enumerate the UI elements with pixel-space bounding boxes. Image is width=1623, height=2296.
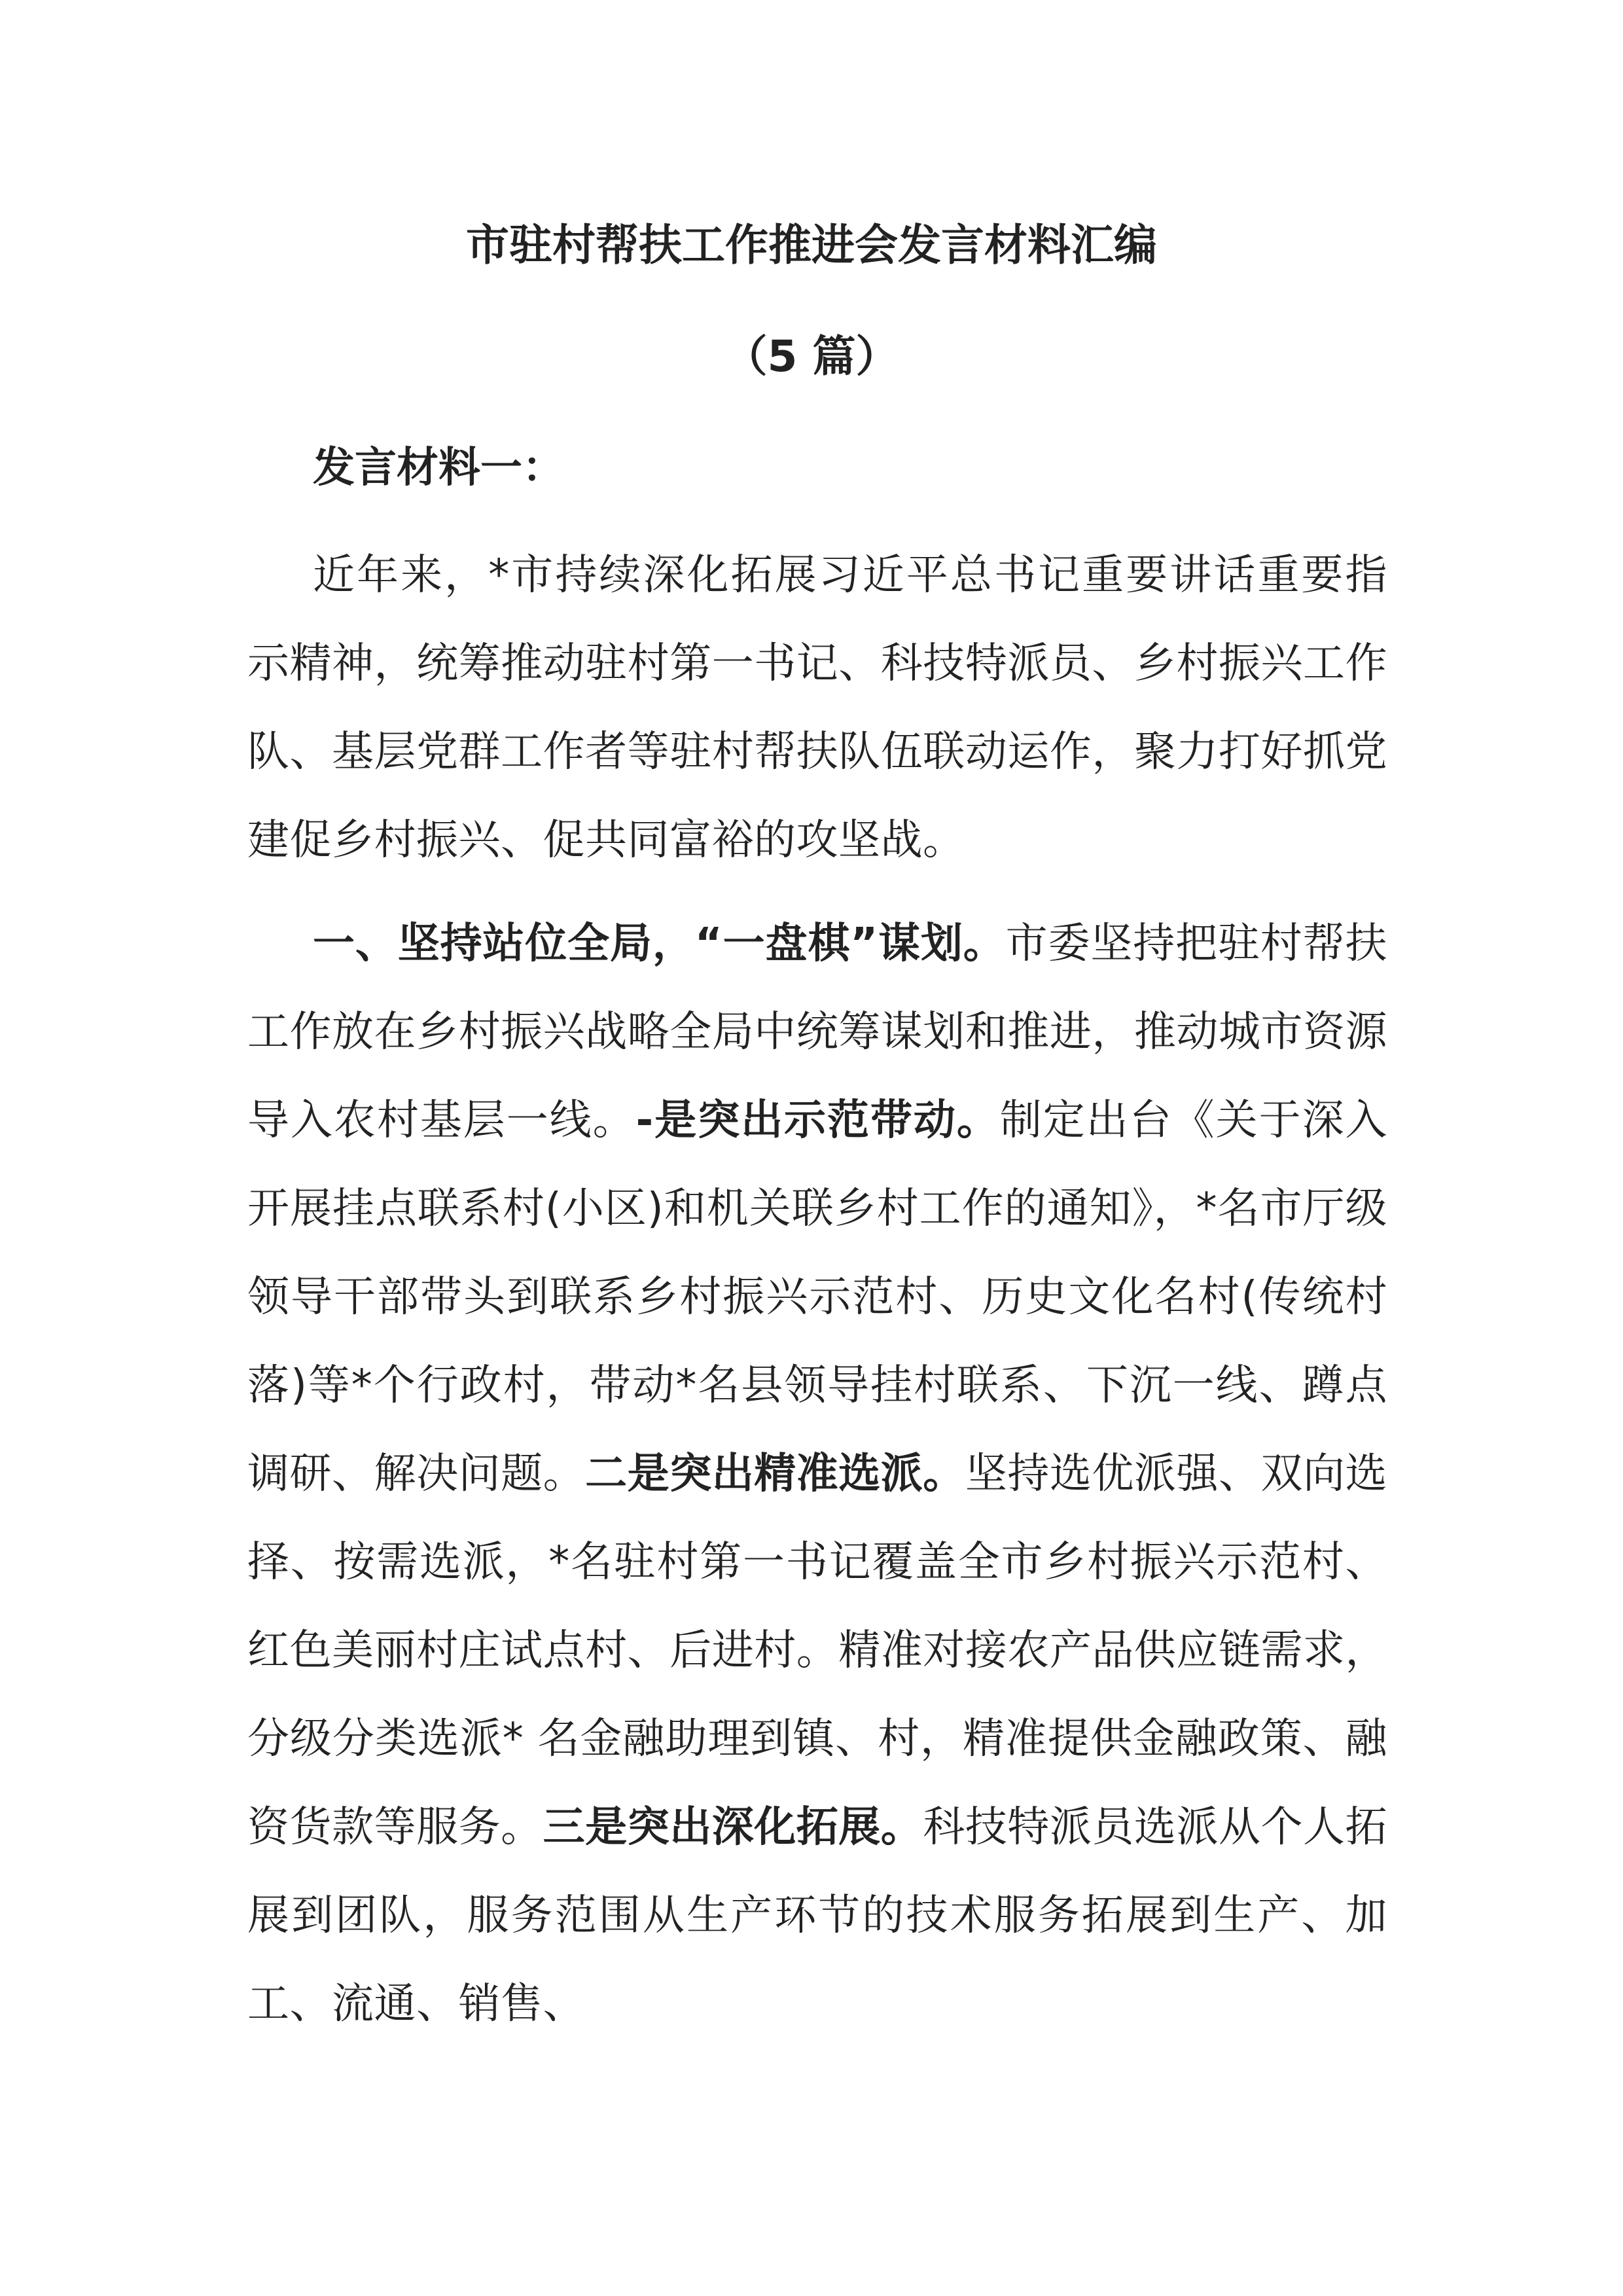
section-heading: 发言材料一： — [313, 444, 564, 492]
point-three-text: 科技特派员选派从个人拓展到团队，服务范围从生产环节的技术服务拓展到生产、加工、流通、销售、 — [247, 1803, 1388, 2028]
point-one-text: 制定出台《关于深入开展挂点联系村(小区)和机关联乡村工作的通知》，*名市厅级领导干部带头到联系乡村振兴示范村、历史文化名村(传统村落)等*个行政村，带动*名县领导挂村联系、下沉一线、蹲点调研、解决问题。 — [247, 1096, 1388, 1498]
point-one-label: -是突出示范带动。 — [635, 1096, 1000, 1145]
paragraph-text: 市委坚持把驻村帮扶工作放在乡村振兴战略全局中统筹谋划和推进，推动城市资源导入农村基层一线。 — [247, 920, 1388, 1145]
paragraph-section-one — [247, 900, 1387, 2049]
document-title: 市驻村帮扶工作推进会发言材料汇编 — [466, 220, 1157, 270]
point-three-label: 三是突出深化拓展。 — [543, 1803, 923, 1852]
paragraph-intro: 近年来，*市持续深化拓展习近平总书记重要讲话重要指示精神，统筹推动驻村第一书记、科技特派员、乡村振兴工作队、基层党群工作者等驻村帮扶队伍联动运作，聚力打好抓党建促乡村振兴、促共同富裕的攻坚战。 — [247, 551, 1387, 865]
point-two-label: 二是突出精准选派。 — [585, 1450, 965, 1498]
document-subtitle: （5 篇） — [724, 331, 899, 382]
paragraph-heading: 一、坚持站位全局，“一盘棋”谋划。 — [313, 920, 1006, 968]
point-two-text: 坚持选优派强、双向选择、按需选派，*名驻村第一书记覆盖全市乡村振兴示范村、红色美丽村庄试点村、后进村。精准对接农产品供应链需求，分级分类选派* 名金融助理到镇、村，精准提供金融政策、融资货款等服务。 — [247, 1450, 1388, 1852]
